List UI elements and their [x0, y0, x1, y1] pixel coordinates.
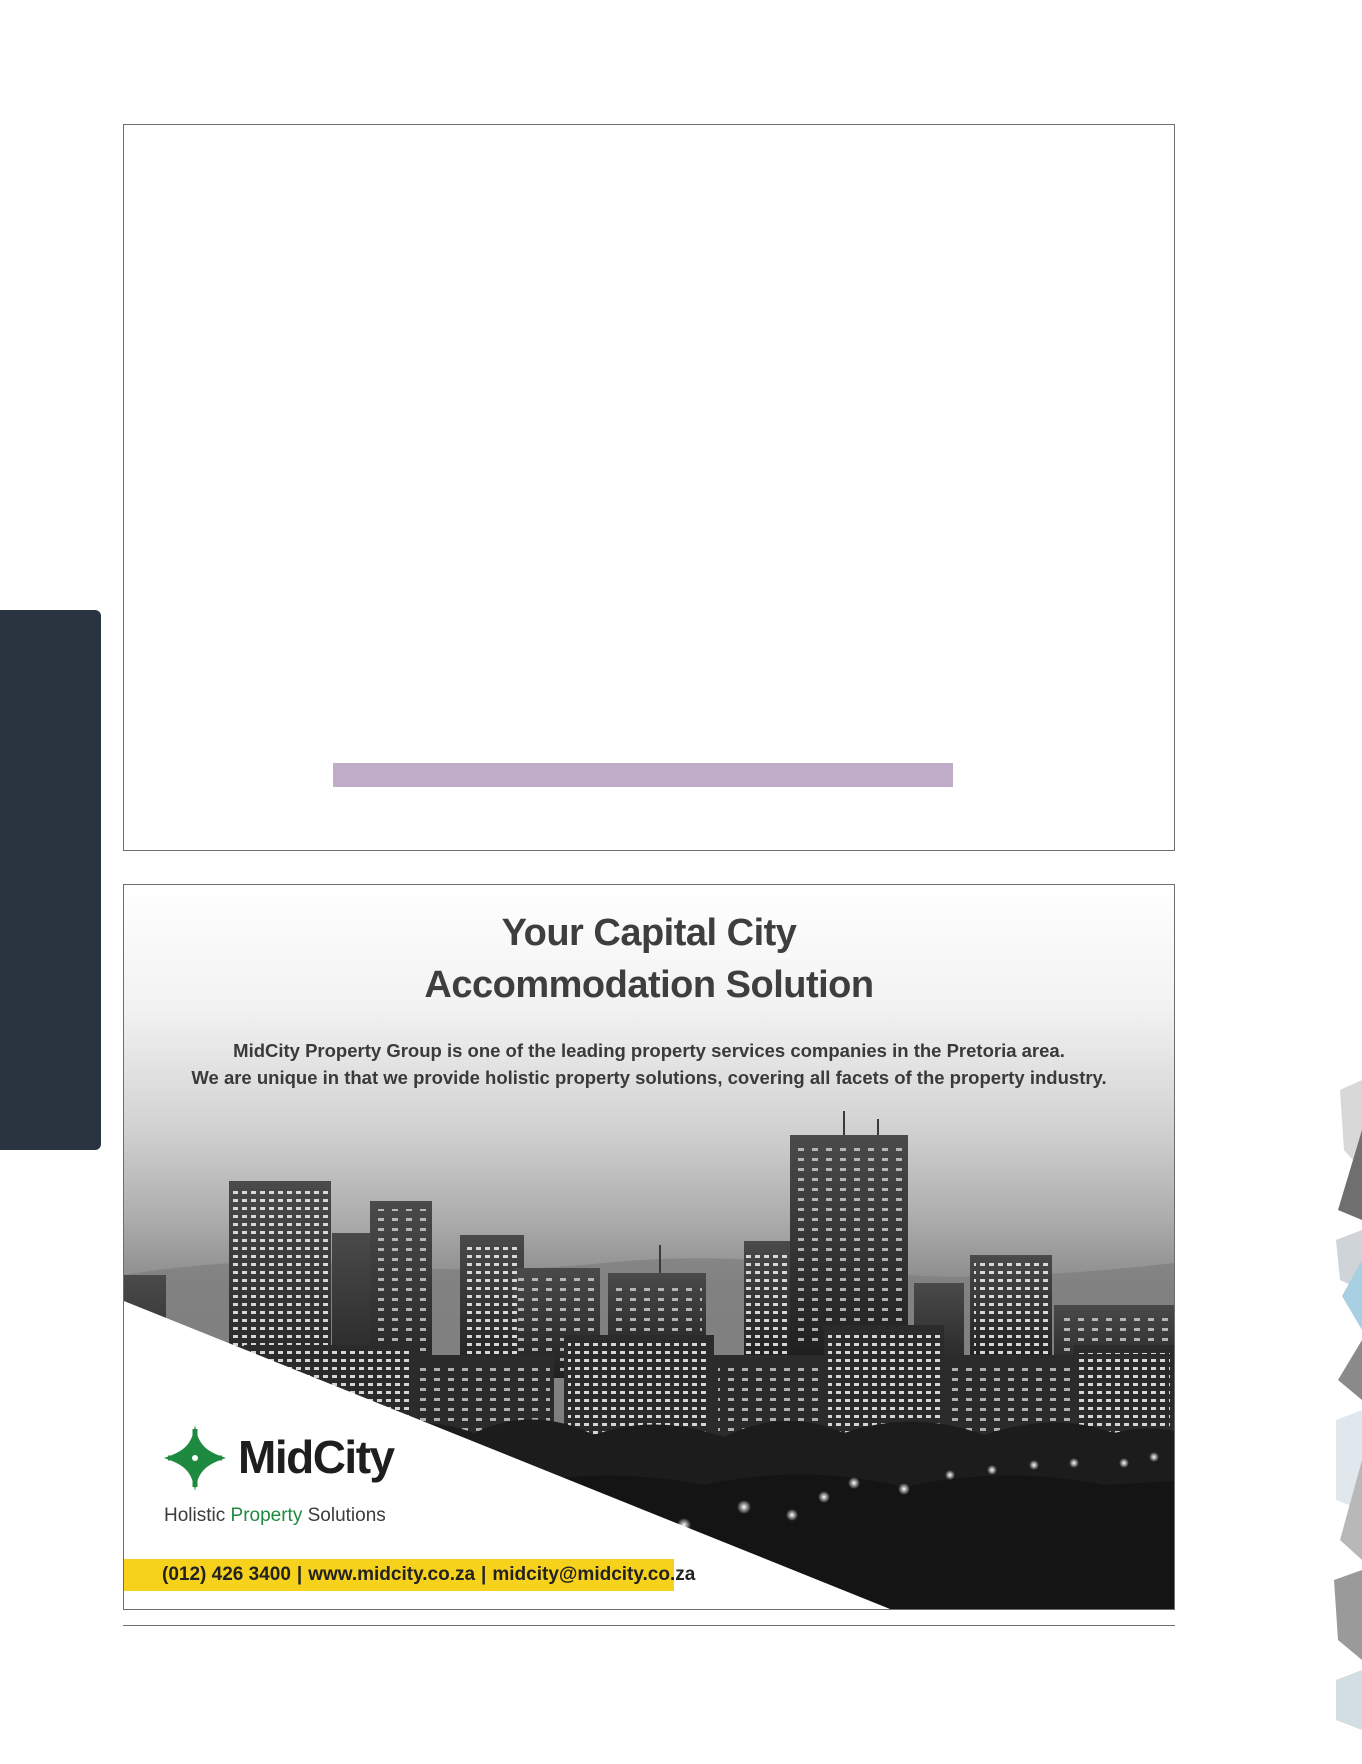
tagline-part-1: Holistic — [164, 1505, 231, 1526]
top-advert-frame — [123, 124, 1175, 851]
brand-tagline — [164, 1505, 386, 1527]
separator-1: | — [296, 1564, 303, 1585]
advert-headline — [124, 907, 1174, 1011]
contact-email[interactable]: midcity@midcity.co.za — [492, 1564, 696, 1585]
advert-body — [124, 1037, 1174, 1091]
midcity-logo — [164, 1425, 424, 1525]
headline-line-2: Accommodation Solution — [424, 964, 874, 1006]
lilac-bar — [333, 763, 953, 787]
bottom-divider — [123, 1625, 1175, 1626]
contact-strip — [124, 1559, 696, 1591]
side-tab — [0, 610, 101, 1150]
headline-line-1: Your Capital City — [501, 912, 797, 954]
body-line-1: MidCity Property Group is one of the leading property services companies in the Pretoria area. — [233, 1040, 1065, 1061]
contact-phone: (012) 426 3400 — [162, 1564, 291, 1585]
body-line-2: We are unique in that we provide holistic property solutions, covering all facets of the property industry. — [191, 1067, 1107, 1088]
tagline-part-3: Solutions — [302, 1505, 386, 1526]
edge-decorative-art — [1334, 1080, 1362, 1730]
brand-name: MidCity — [238, 1431, 394, 1483]
midcity-advert — [123, 884, 1175, 1610]
tagline-part-2: Property — [230, 1505, 303, 1526]
contact-website[interactable]: www.midcity.co.za — [308, 1564, 476, 1585]
midcity-cross-icon — [164, 1425, 226, 1491]
separator-2: | — [481, 1564, 487, 1585]
